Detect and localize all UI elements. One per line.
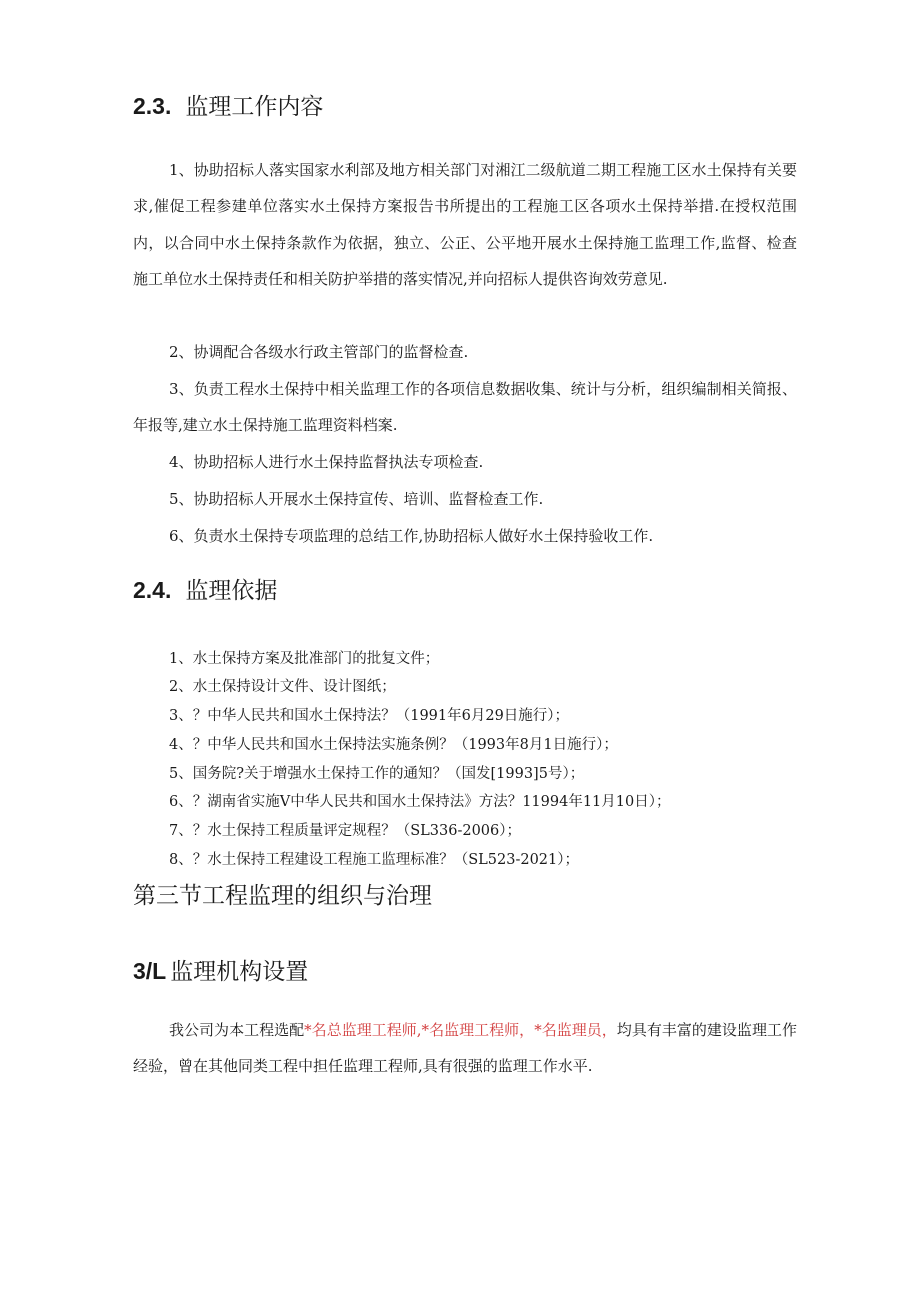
heading-2-4 [133, 575, 277, 606]
basis-item-5: 5、国务院?关于增强水土保持工作的通知？（国发[1993]5号）； [169, 766, 585, 782]
duty-item-2: 2、协调配合各级水行政主管部门的监督检查. [169, 343, 469, 361]
basis-item-1: 1、水土保持方案及批准部门的批复文件； [169, 651, 440, 667]
duty-item-1: 1、协助招标人落实国家水利部及地方相关部门对湘江二级航道二期工程施工区水土保持有关要求,催促工程参建单位落实水土保持方案报告书所提出的工程施工区各项水土保持举措.在授权范围内，以合同中水土保持条款作为依据，独立、公正、公平地开展水土保持施工监理工作,监督、检查施工单位水土保持责任和相关防护举措的落实情况,并向招标人提供咨询效劳意见. [133, 161, 797, 289]
basis-item-6: 6、？湖南省实施Ⅴ中华人民共和国水土保持法》方法？11994年11月10日）； [169, 794, 671, 810]
organization-paragraph [133, 1012, 797, 1085]
staffing-highlight: *名总监理工程师,*名监理工程师，*名监理员， [304, 1021, 617, 1039]
basis-item-2: 2、水土保持设计文件、设计图纸； [169, 679, 396, 695]
duty-item-4: 4、协助招标人进行水土保持监督执法专项检查. [169, 453, 484, 471]
heading-2-4-number: 2.4. [133, 577, 172, 603]
basis-item-7: 7、？水土保持工程质量评定规程？（SL336-2006）； [169, 823, 522, 839]
chapter-3-title: 第三节工程监理的组织与治理 [133, 883, 432, 909]
heading-2-3 [133, 91, 323, 122]
organization-paragraph-suffix: 均具有丰富的建设监理工作经验，曾在其他同类工程中担任监理工程师,具有很强的监理工作水平. [133, 1021, 797, 1076]
heading-2-4-title: 监理依据 [185, 578, 278, 604]
basis-item-3: 3、？中华人民共和国水土保持法？（1991年6月29日施行）； [169, 708, 570, 724]
heading-2-3-number: 2.3. [133, 93, 172, 119]
basis-item-8: 8、？水土保持工程建设工程施工监理标准？（SL523-2021）； [169, 852, 580, 868]
duty-item-5: 5、协助招标人开展水土保持宣传、培训、监督检查工作. [169, 490, 544, 508]
heading-2-3-title: 监理工作内容 [185, 94, 324, 120]
duty-item-3: 3、负责工程水土保持中相关监理工作的各项信息数据收集、统计与分析，组织编制相关简报、年报等,建立水土保持施工监理资料档案. [133, 380, 797, 435]
basis-item-4: 4、？中华人民共和国水土保持法实施条例？（1993年8月1日施行）； [169, 737, 618, 753]
heading-3-1-number: 3/L [133, 958, 167, 984]
heading-3-1-title: 监理机构设置 [170, 959, 309, 985]
heading-3-1 [133, 956, 308, 987]
organization-paragraph-prefix: 我公司为本工程选配 [169, 1021, 305, 1039]
duty-item-6: 6、负责水土保持专项监理的总结工作,协助招标人做好水土保持验收工作. [169, 527, 654, 545]
